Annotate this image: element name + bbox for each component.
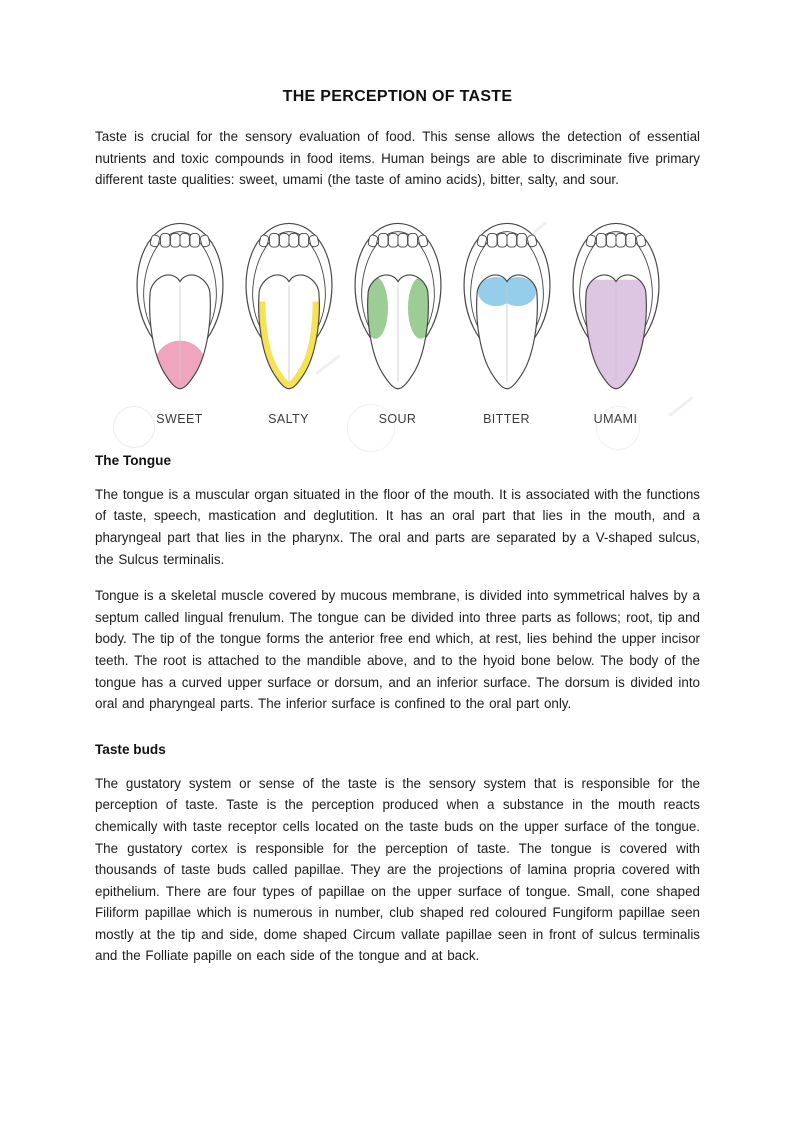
tongue-paragraph-2: Tongue is a skeletal muscle covered by mucous membrane, is divided into symmetrical halves by a septum called lingual frenulum. The tongue can be divided into three parts as follows; root, tip and body. The tip of the tongue forms the anterior free end which, at rest, lies behind the upper incisor teeth. The root is attached to the mandible above, and to the hyoid bone below. The body of the tongue has a curved upper surface or dorsum, and an inferior surface. The dorsum is divided into oral and pharyngeal parts. The inferior surface is confined to the oral part only. bbox=[95, 588, 700, 712]
taste-buds-paragraph: The gustatory system or sense of the taste is the sensory system that is responsible for the perception of taste. Taste is the perception produced when a substance in the mouth reacts chemically with taste receptor cells located on the taste buds on the upper surface of the tongue. The gustatory cortex is responsible for the perception of taste. The tongue is covered with thousands of taste buds called papillae. They are the projections of lamina propria covered with epithelium. There are four types of papillae on the upper surface of tongue. Small, cone shaped Filiform papillae which is numerous in number, club shaped red coloured Fungiform papillae seen mostly at the tip and side, dome shaped Circum vallate papillae seen in front of sulcus terminalis and the Folliate papille on each side of the tongue and at back. bbox=[95, 775, 700, 964]
taste-label-salty: SALTY bbox=[268, 411, 309, 426]
taste-figure-sweet bbox=[130, 218, 230, 426]
taste-zones-figure bbox=[95, 218, 700, 426]
taste-figure-bitter bbox=[457, 218, 557, 426]
section-heading-taste-buds: Taste buds bbox=[95, 741, 166, 757]
tongue-diagram-salty-icon bbox=[239, 218, 339, 401]
watermark bbox=[668, 396, 693, 417]
taste-label-bitter: BITTER bbox=[483, 411, 530, 426]
taste-figure-umami bbox=[566, 218, 666, 426]
section-heading-the-tongue: The Tongue bbox=[95, 452, 172, 468]
taste-label-sour: SOUR bbox=[378, 411, 417, 426]
taste-figure-sour bbox=[348, 218, 448, 426]
tongue-diagram-sour-icon bbox=[348, 218, 448, 401]
taste-label-umami: UMAMI bbox=[593, 411, 638, 426]
taste-figure-salty bbox=[239, 218, 339, 426]
tongue-paragraph-1: The tongue is a muscular organ situated in the floor of the mouth. It is associated with the functions of taste, speech, mastication and deglutition. It has an oral part that lies in the mouth, and a pharyngeal part that lies in the pharynx. The oral and parts are separated by a V-shaped sulcus, the Sulcus terminalis. bbox=[95, 486, 700, 567]
page-title: THE PERCEPTION OF TASTE bbox=[282, 88, 513, 105]
taste-label-sweet: SWEET bbox=[156, 411, 203, 426]
tongue-diagram-umami-icon bbox=[566, 218, 666, 401]
tongue-diagram-bitter-icon bbox=[457, 218, 557, 401]
intro-paragraph: Taste is crucial for the sensory evaluation of food. This sense allows the detection of essential nutrients and toxic compounds in food items. Human beings are able to discriminate five primary different taste qualities: sweet, umami (the taste of amino acids), bitter, salty, and sour. bbox=[95, 129, 700, 188]
tongue-diagram-sweet-icon bbox=[130, 218, 230, 401]
